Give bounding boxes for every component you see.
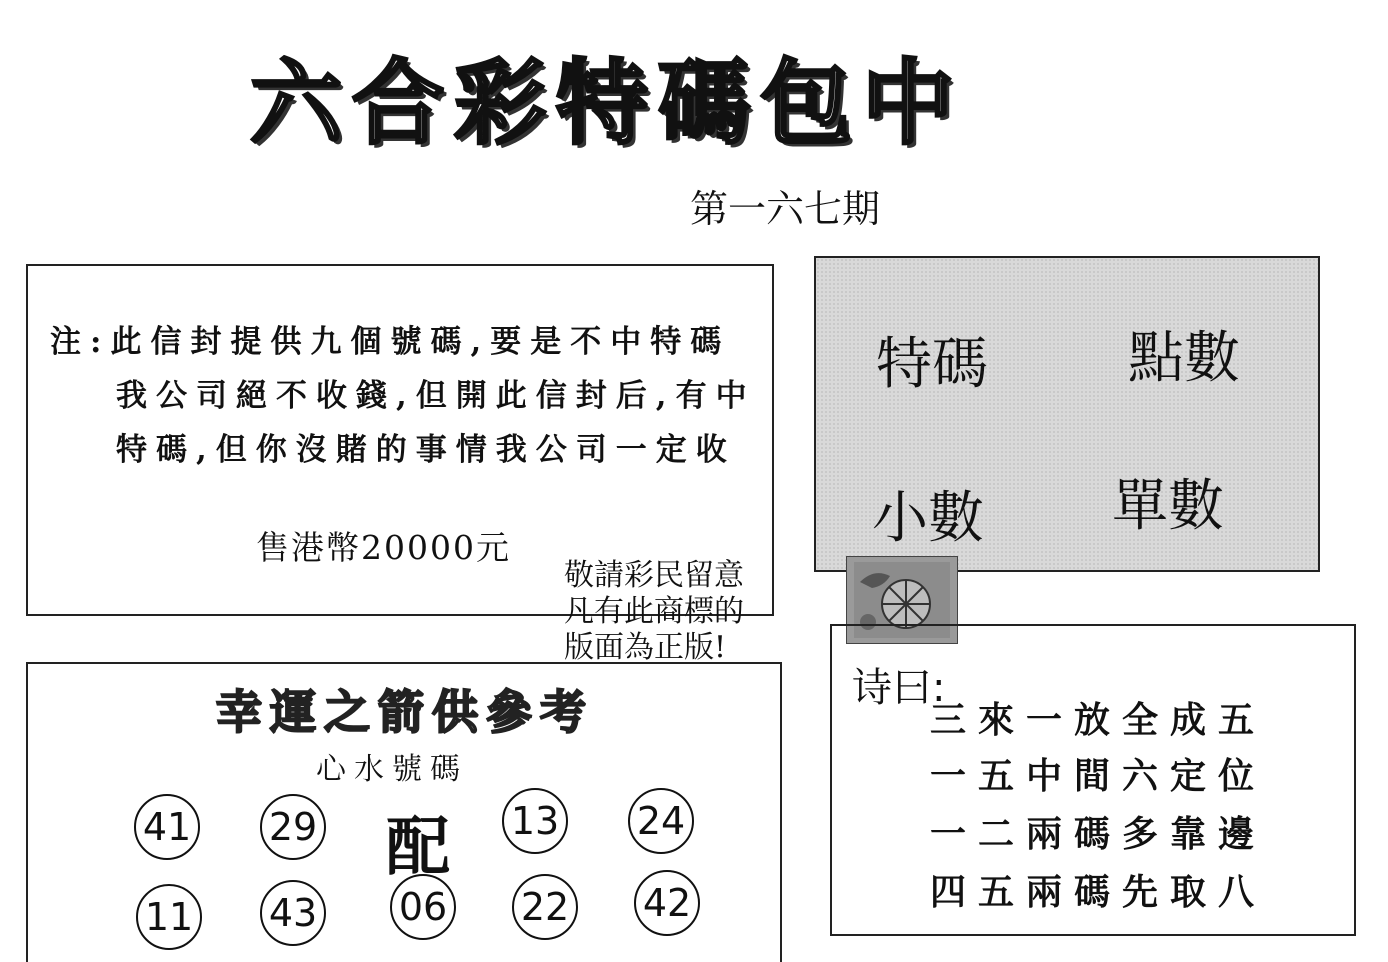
notice-line-2: 我公司絕不收錢,但開此信封后,有中 bbox=[116, 378, 756, 414]
issue-number: 第一六七期 bbox=[690, 187, 881, 231]
poem-title: 诗曰: bbox=[852, 665, 946, 711]
trademark-line-1: 敬請彩民留意 bbox=[564, 558, 744, 593]
pair-label: 配 bbox=[386, 810, 450, 885]
category-special-number: 特碼 bbox=[876, 332, 988, 397]
poem-line-4: 四五兩碼先取八 bbox=[930, 871, 1267, 913]
category-small-number: 小數 bbox=[872, 486, 984, 551]
number-ball: 43 bbox=[260, 880, 326, 946]
number-ball: 22 bbox=[512, 874, 578, 940]
lucky-subheading: 心水號碼 bbox=[316, 752, 468, 787]
number-ball: 13 bbox=[502, 788, 568, 854]
lucky-numbers-box bbox=[26, 662, 782, 962]
trademark-notice bbox=[564, 558, 744, 666]
notice-line-3: 特碼,但你沒賭的事情我公司一定收 bbox=[116, 432, 736, 468]
number-ball: 11 bbox=[136, 884, 202, 950]
trademark-line-2: 凡有此商標的 bbox=[564, 594, 744, 629]
poem-box bbox=[830, 624, 1356, 936]
category-odd-number: 單數 bbox=[1112, 474, 1224, 539]
poem-line-3: 一二兩碼多靠邊 bbox=[930, 813, 1267, 855]
poem-line-2: 一五中間六定位 bbox=[930, 755, 1267, 797]
trademark-line-3: 版面為正版! bbox=[564, 630, 727, 665]
poem-line-1: 三來一放全成五 bbox=[930, 699, 1267, 741]
number-ball: 06 bbox=[390, 874, 456, 940]
category-points: 點數 bbox=[1128, 326, 1240, 391]
number-ball: 24 bbox=[628, 788, 694, 854]
category-box bbox=[814, 256, 1320, 572]
number-ball: 41 bbox=[134, 794, 200, 860]
number-ball: 42 bbox=[634, 870, 700, 936]
lucky-heading: 幸運之箭供參考 bbox=[216, 685, 594, 739]
price-text: 售港幣20000元 bbox=[256, 528, 511, 567]
notice-line-1: 注:此信封提供九個號碼,要是不中特碼 bbox=[50, 324, 731, 360]
page-title: 六合彩特碼包中 bbox=[250, 49, 965, 157]
number-ball: 29 bbox=[260, 794, 326, 860]
